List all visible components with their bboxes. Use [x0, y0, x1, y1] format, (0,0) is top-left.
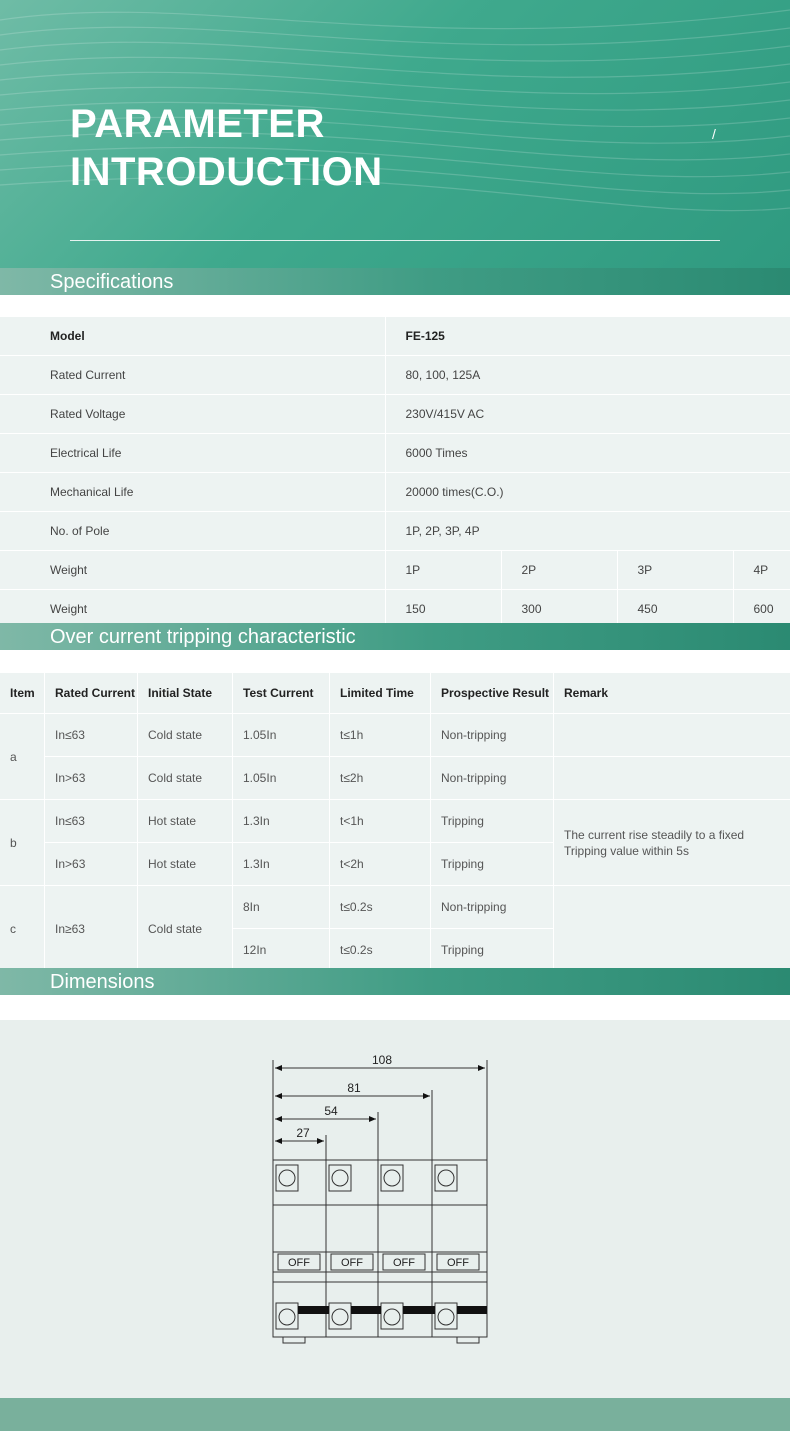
specifications-table	[0, 317, 790, 629]
bus-bar-4	[457, 1306, 487, 1314]
table-row	[0, 356, 790, 395]
col-header: Initial State	[138, 673, 233, 714]
spec-value: FE-125	[385, 317, 790, 356]
spec-label: Weight	[0, 590, 385, 629]
rail-clip-right	[457, 1337, 479, 1343]
arrow-108-left	[275, 1065, 282, 1071]
screw-top-3	[384, 1170, 400, 1186]
dim-label-27: 27	[296, 1126, 310, 1140]
remark-cell	[554, 886, 790, 972]
remark-cell: The current rise steadily to a fixed Tripping value within 5s	[554, 800, 790, 886]
arrow-27-right	[317, 1138, 324, 1144]
screw-bottom-1	[279, 1309, 295, 1325]
table-row	[0, 551, 790, 590]
state-cell: Hot state	[138, 800, 233, 843]
weight-1p: 150	[385, 590, 501, 629]
spec-label: Rated Current	[0, 356, 385, 395]
rated-cell: In≥63	[45, 886, 138, 972]
table-row	[0, 473, 790, 512]
result-cell: Tripping	[431, 843, 554, 886]
spec-value: 80, 100, 125A	[385, 356, 790, 395]
state-cell: Hot state	[138, 843, 233, 886]
specifications-table-panel	[0, 317, 790, 629]
switch-label-2: OFF	[341, 1257, 363, 1269]
screw-bottom-3	[384, 1309, 400, 1325]
spec-label: Mechanical Life	[0, 473, 385, 512]
rated-cell: In≤63	[45, 714, 138, 757]
time-cell: t≤2h	[330, 757, 431, 800]
result-cell: Tripping	[431, 929, 554, 972]
section-header-dimensions	[0, 968, 790, 995]
result-cell: Non-tripping	[431, 757, 554, 800]
bus-bar-3	[403, 1306, 435, 1314]
screw-bottom-4	[438, 1309, 454, 1325]
switch-label-4: OFF	[447, 1257, 469, 1269]
weight-3p: 450	[617, 590, 733, 629]
test-cell: 1.05In	[233, 757, 330, 800]
table-row	[0, 512, 790, 551]
spec-label: Model	[0, 317, 385, 356]
pole-3p: 3P	[617, 551, 733, 590]
spec-value: 6000 Times	[385, 434, 790, 473]
spec-value: 1P, 2P, 3P, 4P	[385, 512, 790, 551]
hero-slash: /	[712, 126, 716, 142]
arrow-27-left	[275, 1138, 282, 1144]
time-cell: t≤1h	[330, 714, 431, 757]
dim-label-108: 108	[371, 1053, 393, 1067]
pole-2p: 2P	[501, 551, 617, 590]
weight-4p: 600	[733, 590, 790, 629]
bus-bar-1	[298, 1306, 329, 1314]
item-cell: c	[0, 886, 45, 972]
rated-cell: In>63	[45, 843, 138, 886]
table-row	[0, 714, 790, 757]
col-header: Rated Current	[45, 673, 138, 714]
table-row	[0, 757, 790, 800]
hero-banner	[0, 0, 790, 268]
arrow-54-left	[275, 1116, 282, 1122]
section-title: Specifications	[50, 271, 174, 293]
time-cell: t<2h	[330, 843, 431, 886]
test-cell: 12In	[233, 929, 330, 972]
test-cell: 8In	[233, 886, 330, 929]
state-cell: Cold state	[138, 886, 233, 972]
tripping-table-panel	[0, 673, 790, 972]
arrow-54-right	[369, 1116, 376, 1122]
hero-divider	[70, 240, 720, 241]
arrow-81-left	[275, 1093, 282, 1099]
remark-cell	[554, 757, 790, 800]
result-cell: Non-tripping	[431, 886, 554, 929]
dimension-drawing	[0, 1020, 790, 1398]
dim-label-54: 54	[324, 1104, 338, 1118]
switch-label-1: OFF	[288, 1257, 310, 1269]
rated-cell: In≤63	[45, 800, 138, 843]
dimensions-panel	[0, 1020, 790, 1398]
section-header-tripping	[0, 623, 790, 650]
item-cell: a	[0, 714, 45, 800]
col-header: Item	[0, 673, 45, 714]
footer-band	[0, 1398, 790, 1431]
table-header-row	[0, 673, 790, 714]
result-cell: Non-tripping	[431, 714, 554, 757]
time-cell: t≤0.2s	[330, 886, 431, 929]
spec-value: 20000 times(C.O.)	[385, 473, 790, 512]
dim-label-81: 81	[347, 1081, 361, 1095]
state-cell: Cold state	[138, 757, 233, 800]
arrow-81-right	[423, 1093, 430, 1099]
spec-label: Electrical Life	[0, 434, 385, 473]
spec-label: Rated Voltage	[0, 395, 385, 434]
col-header: Remark	[554, 673, 790, 714]
time-cell: t<1h	[330, 800, 431, 843]
spec-value: 230V/415V AC	[385, 395, 790, 434]
table-row	[0, 395, 790, 434]
rated-cell: In>63	[45, 757, 138, 800]
switch-label-3: OFF	[393, 1257, 415, 1269]
arrow-108-right	[478, 1065, 485, 1071]
col-header: Limited Time	[330, 673, 431, 714]
section-title: Dimensions	[50, 971, 155, 993]
remark-cell	[554, 714, 790, 757]
state-cell: Cold state	[138, 714, 233, 757]
pole-4p: 4P	[733, 551, 790, 590]
spec-label: No. of Pole	[0, 512, 385, 551]
test-cell: 1.05In	[233, 714, 330, 757]
pole-1p: 1P	[385, 551, 501, 590]
table-row	[0, 434, 790, 473]
tripping-table	[0, 673, 790, 972]
spec-label: Weight	[0, 551, 385, 590]
section-header-specifications	[0, 268, 790, 295]
screw-top-4	[438, 1170, 454, 1186]
title-line-2: INTRODUCTION	[70, 150, 383, 194]
rail-clip-left	[283, 1337, 305, 1343]
result-cell: Tripping	[431, 800, 554, 843]
screw-bottom-2	[332, 1309, 348, 1325]
screw-top-1	[279, 1170, 295, 1186]
screw-top-2	[332, 1170, 348, 1186]
col-header: Test Current	[233, 673, 330, 714]
item-cell: b	[0, 800, 45, 886]
table-row	[0, 800, 790, 843]
title-line-1: PARAMETER	[70, 102, 325, 146]
test-cell: 1.3In	[233, 843, 330, 886]
test-cell: 1.3In	[233, 800, 330, 843]
weight-2p: 300	[501, 590, 617, 629]
table-row	[0, 317, 790, 356]
col-header: Prospective Result	[431, 673, 554, 714]
bus-bar-2	[351, 1306, 381, 1314]
time-cell: t≤0.2s	[330, 929, 431, 972]
page-title	[70, 100, 383, 196]
table-row	[0, 886, 790, 929]
section-title: Over current tripping characteristic	[50, 626, 356, 648]
